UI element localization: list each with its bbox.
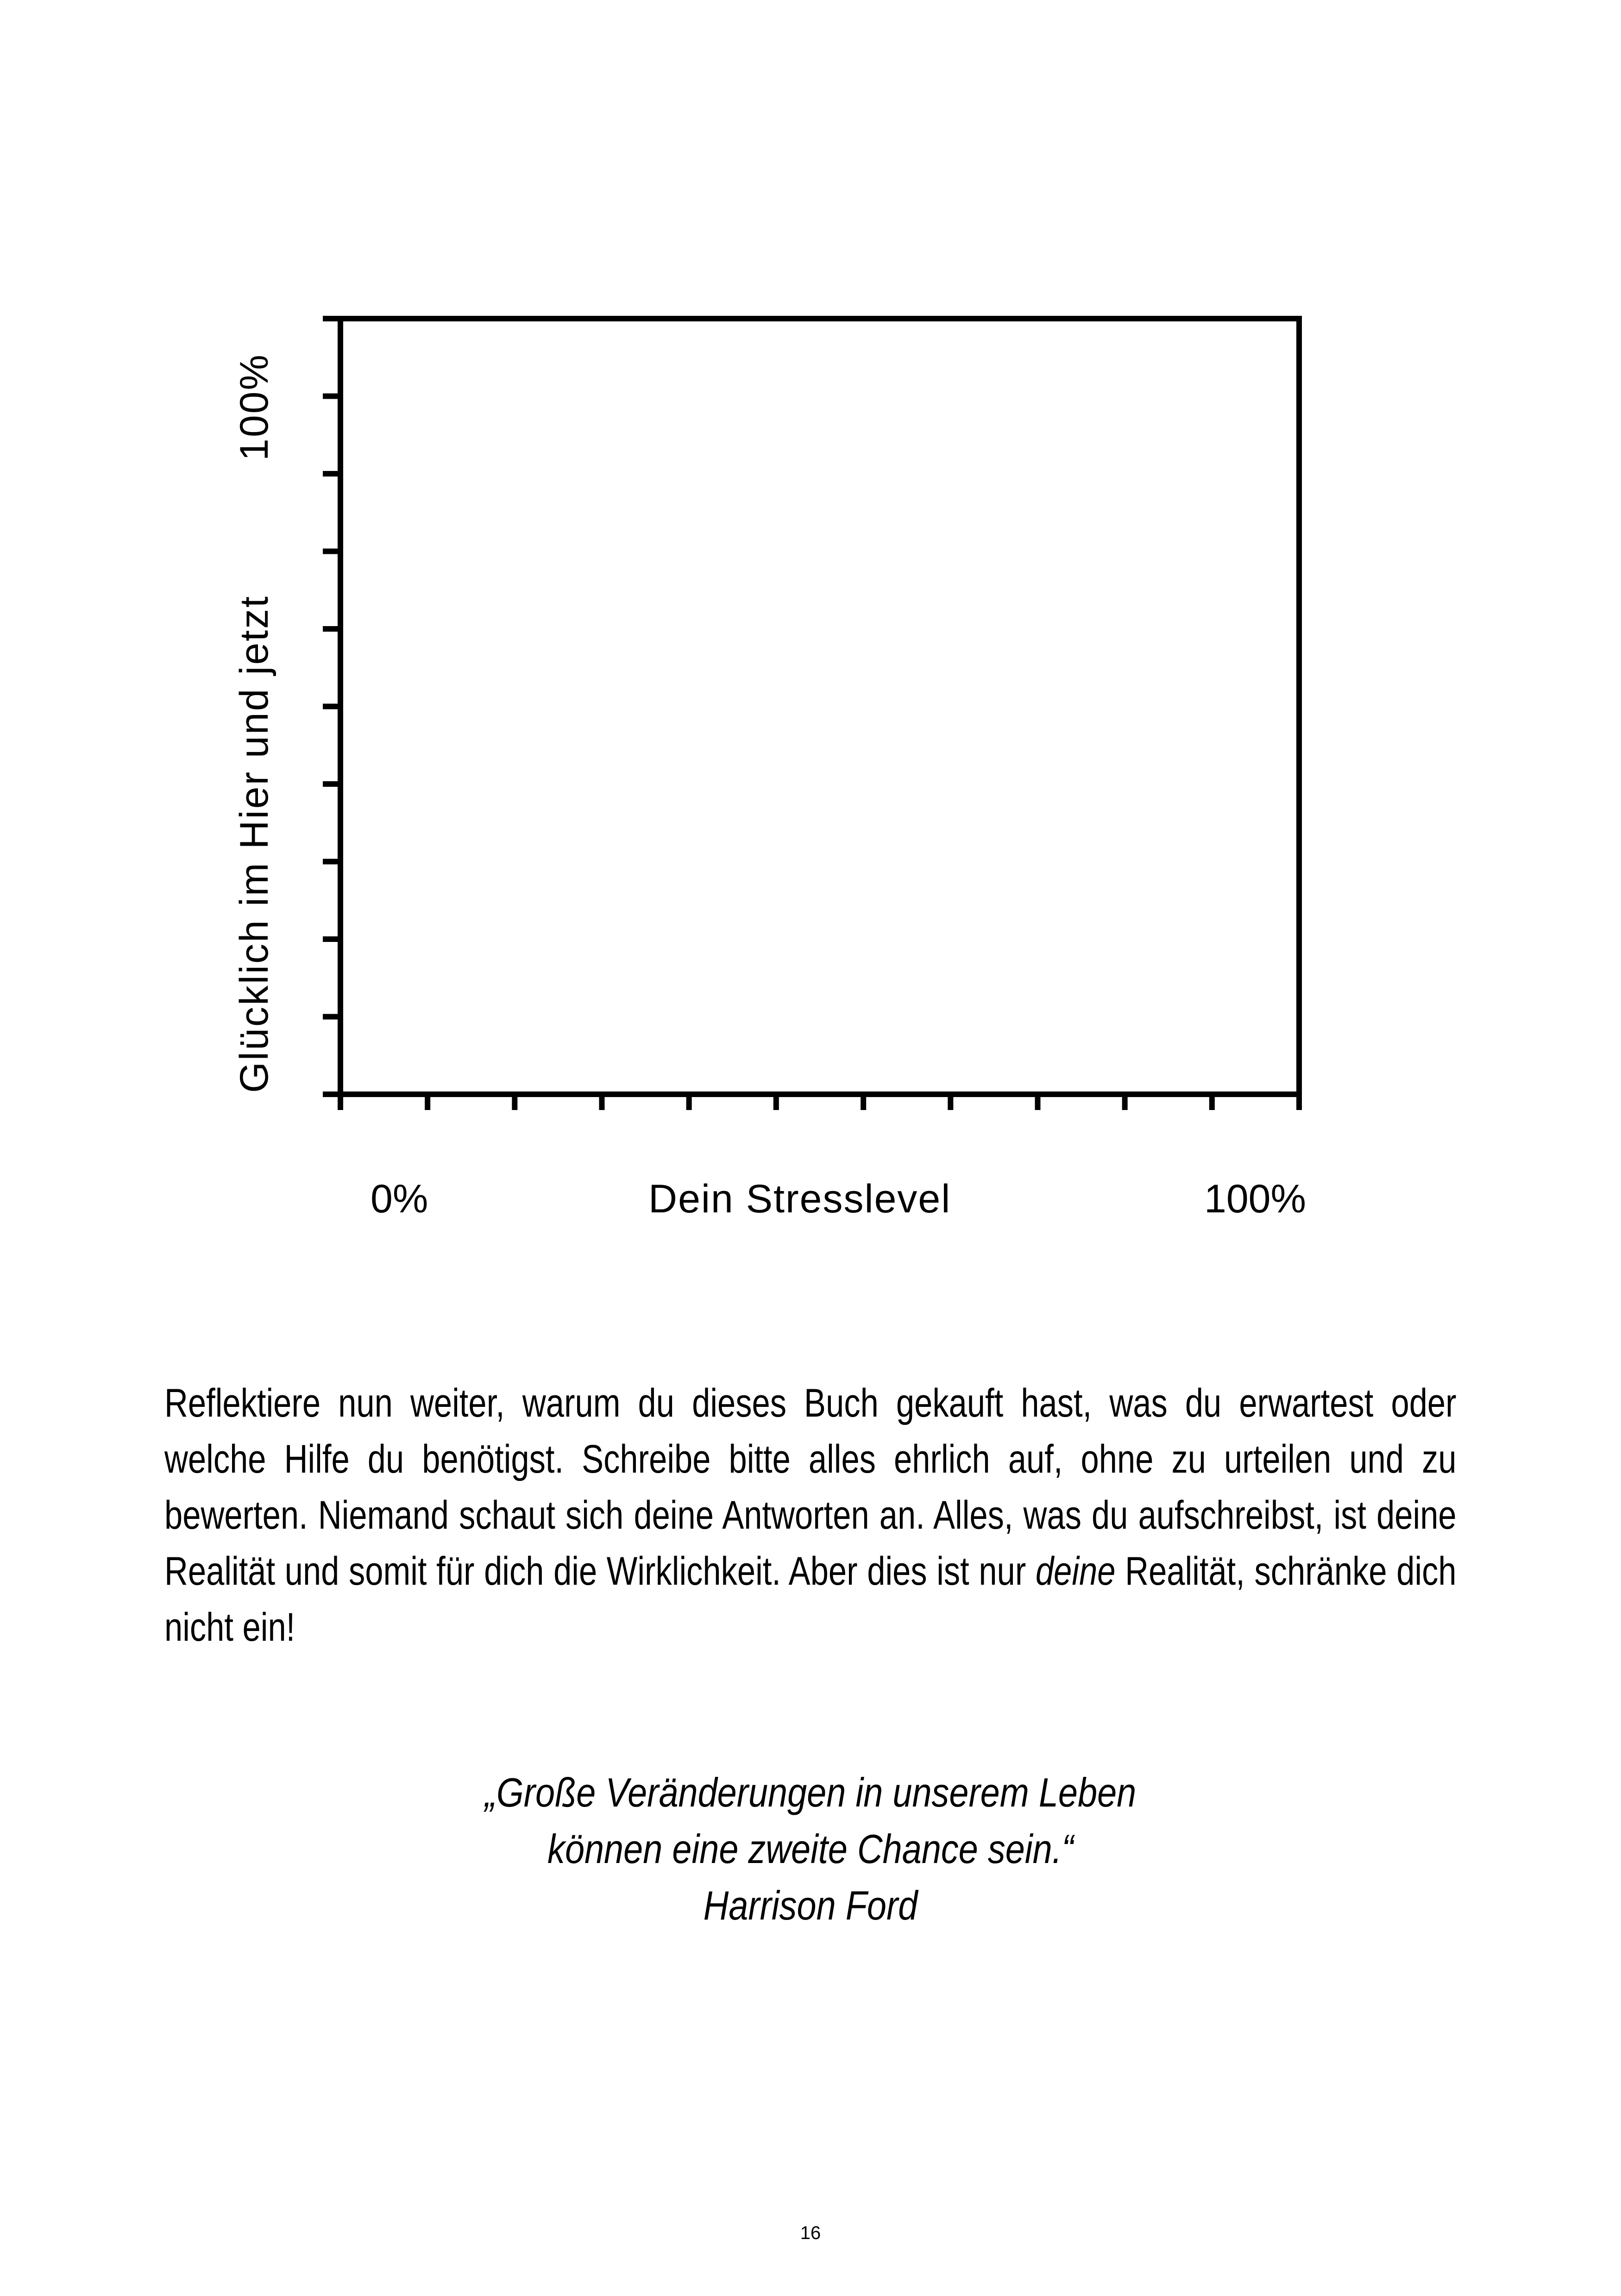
body-text-emphasis: deine [1035, 1549, 1116, 1593]
quote-line-1: „Große Veränderungen in unserem Leben [484, 1769, 1137, 1815]
plot-frame [340, 319, 1299, 1094]
quote-line-2: können eine zweite Chance sein.“ [547, 1826, 1074, 1872]
y-axis-max-label: 100% [232, 353, 276, 461]
quote-author: Harrison Ford [703, 1882, 918, 1928]
body-text-end: Realität, schränke dich nicht ein! [164, 1549, 1457, 1650]
body-text-start: Reflektiere nun weiter, warum du dieses Buch gekauft hast, was du erwartest oder welche Hilfe du benötigst. Schreibe bitte alles ehrlich auf, ohne zu urteilen und zu bewerten. Niemand schaut sich deine Antworten an. Alles, was du aufschreibst, ist deine Realität und somit für dich die Wirklichkeit. Aber dies ist nur [164, 1381, 1457, 1593]
quote [0, 1764, 1621, 1934]
body-paragraph [164, 1375, 1457, 1656]
x-axis-max-label: 100% [1204, 1177, 1306, 1221]
x-axis-title: Dein Stresslevel [648, 1177, 951, 1221]
page-number: 16 [800, 2223, 821, 2243]
x-axis-min-label: 0% [371, 1177, 428, 1221]
y-axis-title: Glücklich im Hier und jetzt [232, 595, 276, 1093]
